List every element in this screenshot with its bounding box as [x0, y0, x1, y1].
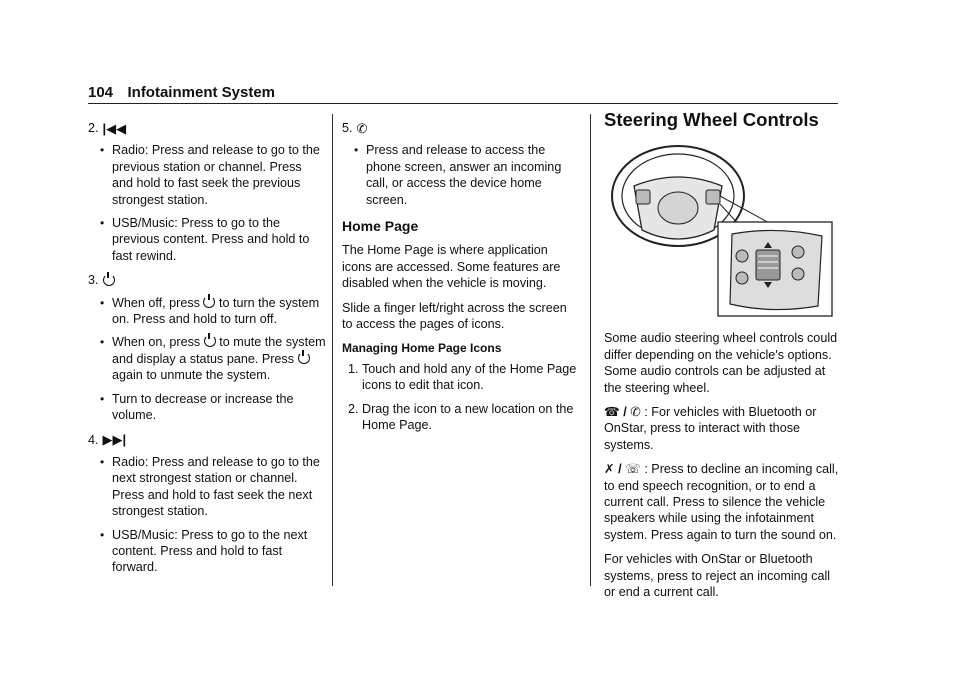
item-5 [342, 120, 578, 136]
list-item: 2. Drag the icon to a new location on the Home Page. [362, 401, 578, 434]
list-item [100, 334, 326, 383]
item-number: 5. [342, 121, 353, 135]
column-2 [342, 112, 578, 441]
end-call-icon: ☏ [625, 462, 641, 477]
item-5-bullets [342, 142, 578, 208]
column-divider [590, 114, 591, 586]
paragraph: For vehicles with OnStar or Bluetooth systems, press to reject an incoming call or end a current call. [604, 552, 831, 600]
text: : Press to decline an incoming call, to end speech recognition, or to end a current call. Press to silence the vehicle speakers while using the infotainment system. Press again to turn the sound on. [604, 462, 839, 542]
item-number: 4. [88, 432, 99, 447]
voice-recognition-icon: ☎ [604, 405, 620, 420]
list-item: • Radio: Press and release to go to the next strongest station or channel. Press and hold to fast seek the next strongest station. [100, 454, 326, 520]
text: : For vehicles with Bluetooth or OnStar, press to interact with those systems. [604, 405, 817, 452]
separator: / [618, 462, 622, 477]
list-item: • USB/Music: Press to go to the next content. Press and hold to fast forward. [100, 527, 326, 576]
home-page-heading: Home Page [342, 218, 419, 235]
power-icon [103, 274, 115, 286]
column-1 [88, 112, 326, 584]
steps-list [342, 361, 578, 434]
text: When on, press [112, 335, 201, 350]
text: again to unmute the system. [112, 368, 271, 383]
phone-icon: ✆ [356, 120, 368, 136]
paragraph: Some audio steering wheel controls could differ depending on the vehicle's options. Some audio controls can be adjusted at the steering wheel. [604, 331, 838, 395]
item-2-bullets [88, 142, 326, 264]
item-number: 3. [88, 273, 99, 288]
column-divider [332, 114, 333, 586]
paragraph [604, 461, 840, 543]
seek-previous-icon: |◀◀ [102, 120, 127, 136]
seek-next-icon: ▶▶| [102, 432, 127, 448]
item-3-bullets [88, 295, 326, 424]
steering-wheel-illustration [606, 138, 834, 318]
onstar-voice-icon: ✆ [630, 405, 641, 420]
text: to mute the system and display a status pane. Press [112, 335, 326, 366]
paragraph: The Home Page is where application icons are accessed. Some features are disabled when the vehicle is moving. [342, 243, 561, 291]
list-item: • Press and release to access the phone screen, answer an incoming call, or access the device home screen. [354, 142, 578, 208]
page-number: 104 [88, 84, 114, 101]
separator: / [623, 405, 627, 420]
item-4-bullets [88, 454, 326, 576]
mute-icon: ✗ [604, 462, 615, 477]
power-icon [203, 296, 215, 308]
list-item: • Radio: Press and release to go to the previous station or channel. Press and hold to fast seek the previous strongest station. [100, 142, 326, 208]
steering-wheel-controls-heading: Steering Wheel Controls [604, 109, 819, 130]
list-item: 1. Touch and hold any of the Home Page icons to edit that icon. [362, 361, 578, 394]
list-item: • USB/Music: Press to go to the previous content. Press and hold to fast rewind. [100, 215, 326, 264]
item-number: 2. [88, 121, 99, 135]
managing-icons-subheading: Managing Home Page Icons [342, 341, 502, 356]
header-rule [88, 103, 838, 104]
page-header [88, 84, 838, 102]
section-title: Infotainment System [127, 84, 276, 101]
text: When off, press [112, 295, 200, 310]
paragraph: Slide a finger left/right across the screen to access the pages of icons. [342, 300, 567, 332]
power-icon [298, 352, 310, 364]
list-item: • Turn to decrease or increase the volume. [100, 391, 326, 424]
list-item [100, 295, 326, 328]
item-2 [88, 120, 326, 136]
item-4 [88, 432, 326, 448]
paragraph [604, 404, 840, 453]
text: to turn the system on. Press and hold to turn off. [112, 295, 320, 327]
item-3 [88, 272, 326, 288]
column-3 [604, 109, 840, 609]
power-icon [204, 335, 216, 347]
